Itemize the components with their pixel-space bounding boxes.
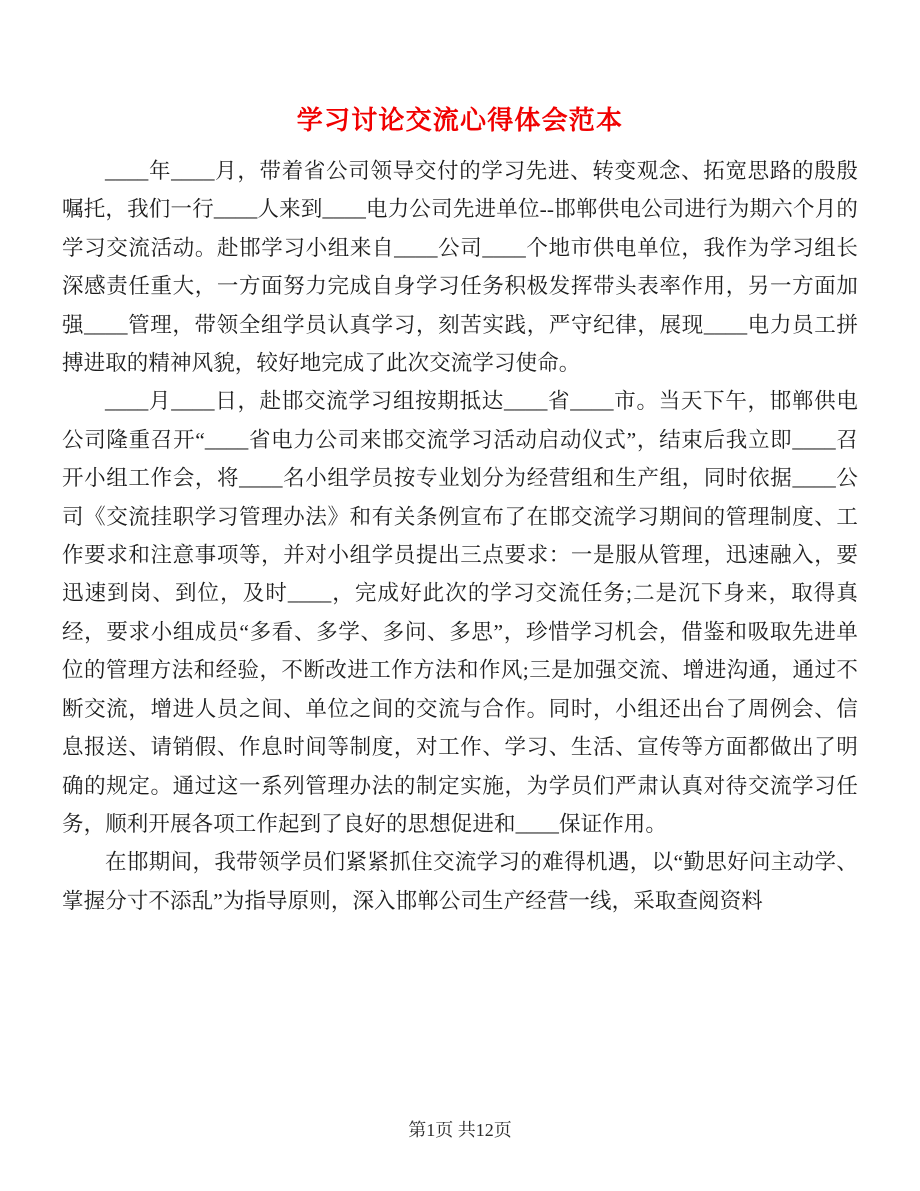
paragraph-1: ____年____月，带着省公司领导交付的学习先进、转变观念、拓宽思路的殷殷嘱托，我们一行____人来到____电力公司先进单位--邯郸供电公司进行为期六个月的学习交流活动。赴邯学习小组来自____公司____个地市供电单位，我作为学习组长深感责任重大，一方面努力完成自身学习任务积极发挥带头表率作用，另一方面加强____管理，带领全组学员认真学习，刻苦实践，严守纪律，展现____电力员工拼搏进取的精神风貌，较好地完成了此次交流学习使命。 — [62, 159, 858, 376]
paragraph-3: 在邯期间，我带领学员们紧紧抓住交流学习的难得机遇，以“勤思好问主动学、掌握分寸不添乱”为指导原则，深入邯郸公司生产经营一线，采取查阅资料 — [62, 850, 858, 913]
paragraph-2: ____月____日，赴邯交流学习组按期抵达____省____市。当天下午，邯郸供电公司隆重召开“____省电力公司来邯交流学习活动启动仪式”，结束后我立即____召开小组工作会，将____名小组学员按专业划分为经营组和生产组，同时依据____公司《交流挂职学习管理办法》和有关条例宣布了在邯交流学习期间的管理制度、工作要求和注意事项等，并对小组学员提出三点要求：一是服从管理，迅速融入，要迅速到岗、到位，及时____，完成好此次的学习交流任务;二是沉下身来，取得真经，要求小组成员“多看、多学、多问、多思”，珍惜学习机会，借鉴和吸取先进单位的管理方法和经验，不断改进工作方法和作风;三是加强交流、增进沟通，通过不断交流，增进人员之间、单位之间的交流与合作。同时，小组还出台了周例会、信息报送、请销假、作息时间等制度，对工作、学习、生活、宣传等方面都做出了明确的规定。通过这一系列管理办法的制定实施，为学员们严肃认真对待交流学习任务，顺利开展各项工作起到了良好的思想促进和____保证作用。 — [62, 389, 858, 836]
page-title: 学习讨论交流心得体会范本 — [296, 106, 624, 135]
page-footer: 第1页 共12页 — [408, 1120, 512, 1140]
document-body — [62, 152, 858, 920]
